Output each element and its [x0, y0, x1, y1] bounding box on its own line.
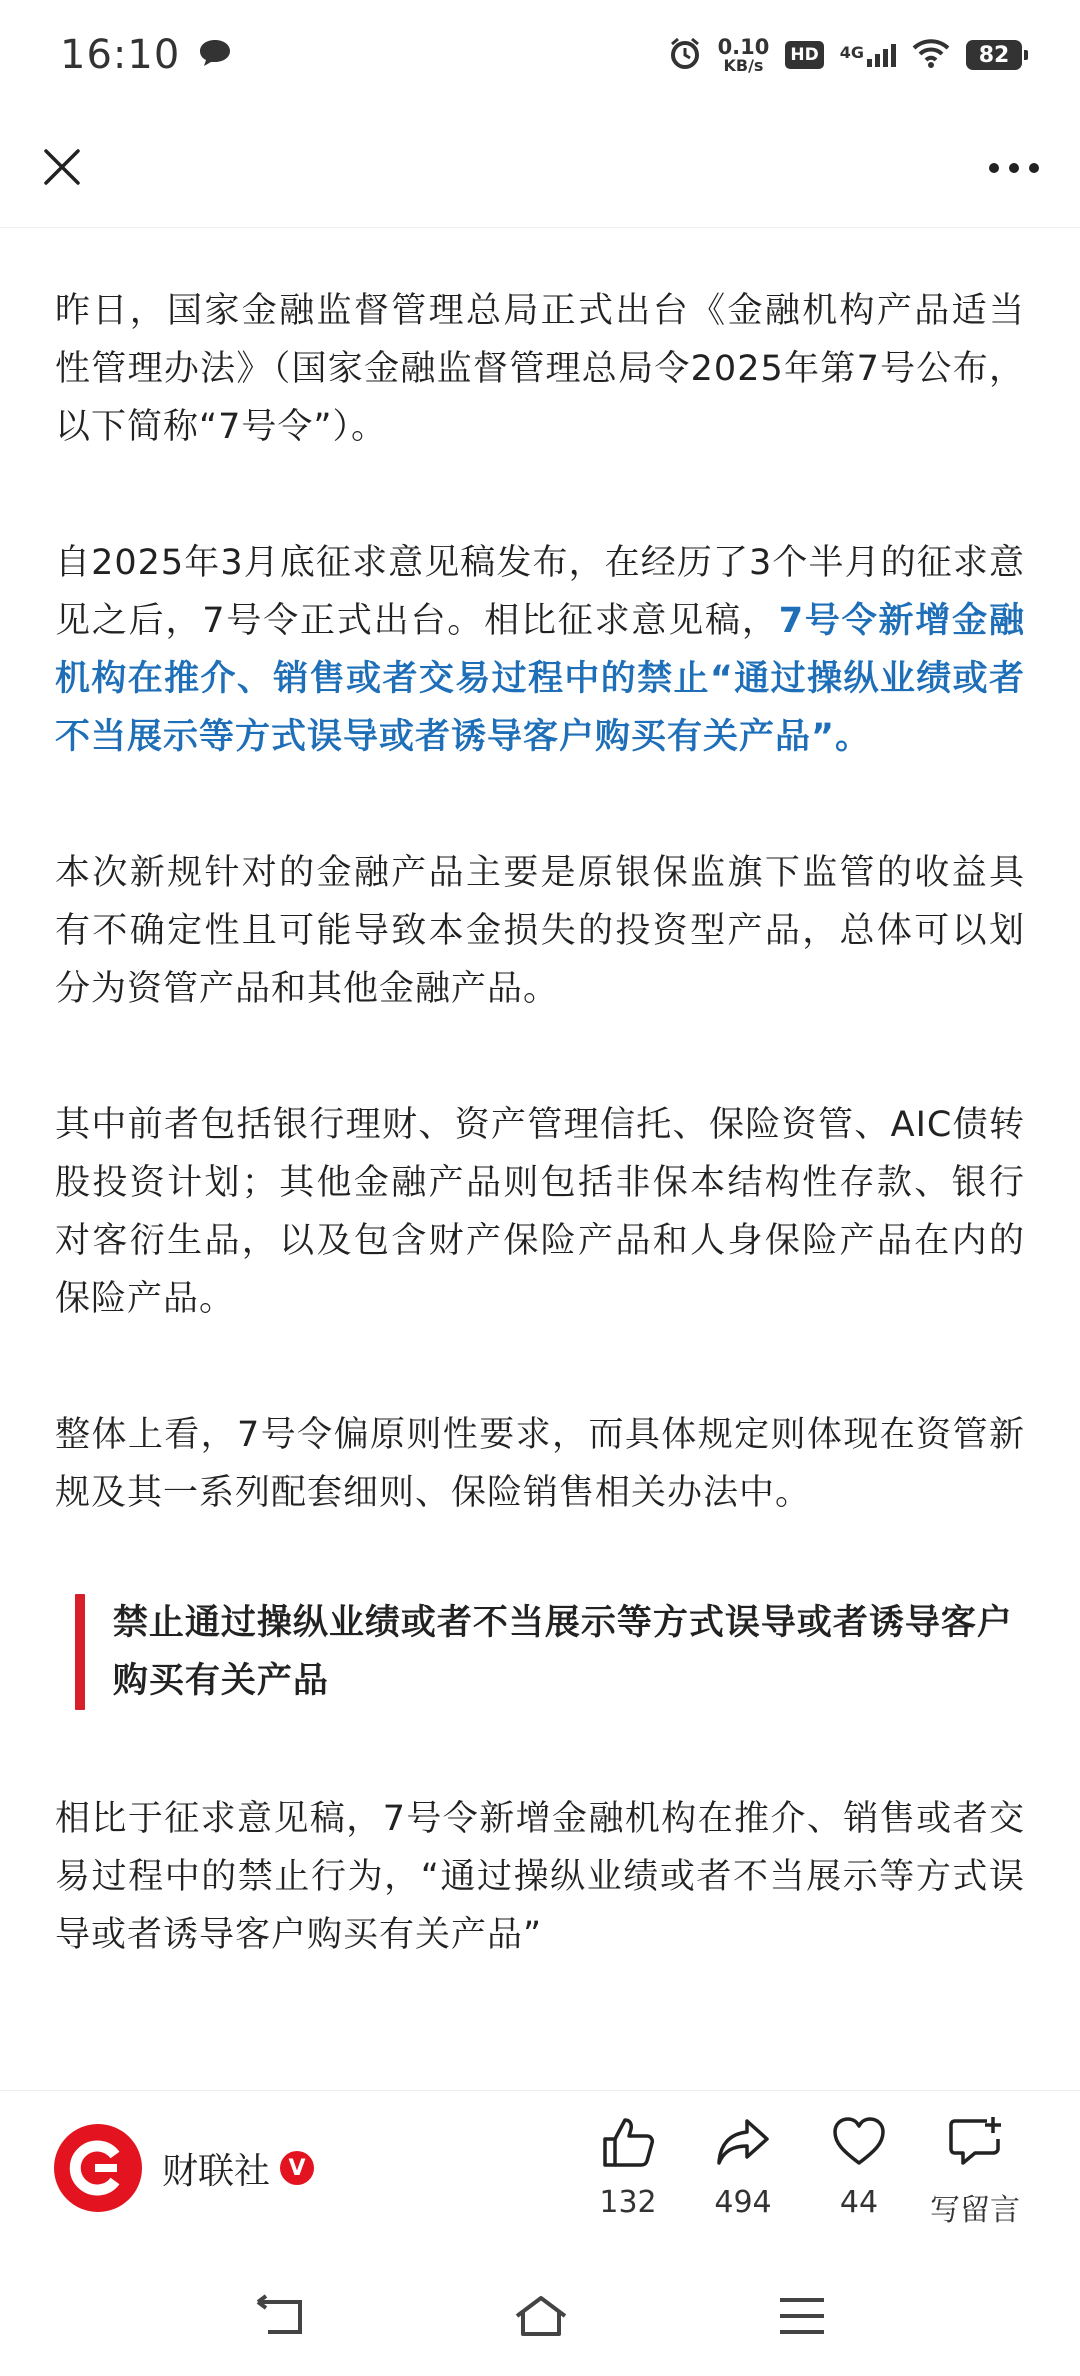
back-icon — [254, 2323, 304, 2342]
top-nav — [0, 110, 1080, 228]
action-bar — [0, 2090, 1080, 2260]
paragraph: 相比于征求意见稿，7号令新增金融机构在推介、销售或者交易过程中的禁止行为，“通过操纵业绩或者不当展示等方式误导或者诱导客户购买有关产品” — [55, 1799, 1025, 1955]
paragraph: 昨日，国家金融监督管理总局正式出台《金融机构产品适当性管理办法》（国家金融监督管理总局令2025年第7号公布，以下简称“7号令”）。 — [55, 291, 1025, 447]
net-speed: 0.10 KB/s — [717, 34, 770, 75]
comment-button[interactable] — [920, 2115, 1030, 2229]
paragraph: 整体上看，7号令偏原则性要求，而具体规定则体现在资管新规及其一系列配套细则、保险销售相关办法中。 — [55, 1415, 1025, 1513]
status-time: 16:10 — [60, 32, 181, 78]
hd-badge: HD — [785, 41, 823, 69]
close-icon — [42, 147, 82, 191]
comment-add-icon — [947, 2115, 1003, 2173]
favorite-count: 44 — [839, 2185, 879, 2220]
more-button[interactable] — [982, 137, 1046, 201]
battery-indicator: 82 — [966, 40, 1022, 70]
share-icon — [715, 2115, 771, 2173]
home-nav-button[interactable] — [513, 2294, 569, 2342]
favorite-button[interactable] — [804, 2115, 914, 2220]
message-icon — [198, 38, 232, 72]
paragraph: 其中前者包括银行理财、资产管理信托、保险资管、AIC债转股投资计划；其他金融产品则包括非保本结构性存款、银行对客衍生品，以及包含财产保险产品和人身保险产品在内的保险产品。 — [55, 1105, 1025, 1319]
section-heading-text: 禁止通过操纵业绩或者不当展示等方式误导或者诱导客户购买有关产品 — [112, 1603, 1013, 1701]
comment-label: 写留言 — [930, 2193, 1020, 2228]
close-button[interactable] — [30, 137, 94, 201]
like-count: 132 — [599, 2185, 657, 2220]
paragraph — [55, 534, 1025, 766]
network-label: 4G — [839, 43, 864, 62]
more-icon — [988, 159, 1040, 178]
system-nav-bar — [0, 2260, 1080, 2376]
thumbs-up-icon — [601, 2115, 655, 2173]
alarm-icon — [668, 36, 702, 74]
quote-bar — [75, 1594, 85, 1710]
menu-icon — [778, 2321, 826, 2340]
brand-logo — [54, 2124, 142, 2212]
heart-icon — [831, 2115, 887, 2173]
signal-4g-icon — [840, 43, 896, 67]
wifi-icon — [912, 38, 950, 72]
article-body — [55, 282, 1025, 2042]
paragraph-text: 自2025年3月底征求意见稿发布，在经历了3个半月的征求意见之后，7号令正式出台。相比征求意见稿， — [55, 543, 1025, 641]
home-icon — [513, 2323, 569, 2342]
author-info[interactable] — [54, 2124, 314, 2212]
like-button[interactable] — [573, 2115, 683, 2220]
author-name: 财联社 — [162, 2150, 271, 2192]
verified-badge: V — [280, 2151, 314, 2185]
status-bar — [0, 0, 1080, 110]
share-count: 494 — [714, 2185, 772, 2220]
menu-nav-button[interactable] — [778, 2296, 826, 2340]
highlighted-text: 7号令新增金融机构在推介、销售或者交易过程中的禁止“通过操纵业绩或者不当展示等方式误导或者诱导客户购买有关产品”。 — [55, 601, 1025, 757]
back-nav-button[interactable] — [254, 2294, 304, 2342]
section-heading — [55, 1594, 1025, 1710]
share-button[interactable] — [688, 2115, 798, 2220]
paragraph: 本次新规针对的金融产品主要是原银保监旗下监管的收益具有不确定性且可能导致本金损失的投资型产品，总体可以划分为资管产品和其他金融产品。 — [55, 853, 1025, 1009]
